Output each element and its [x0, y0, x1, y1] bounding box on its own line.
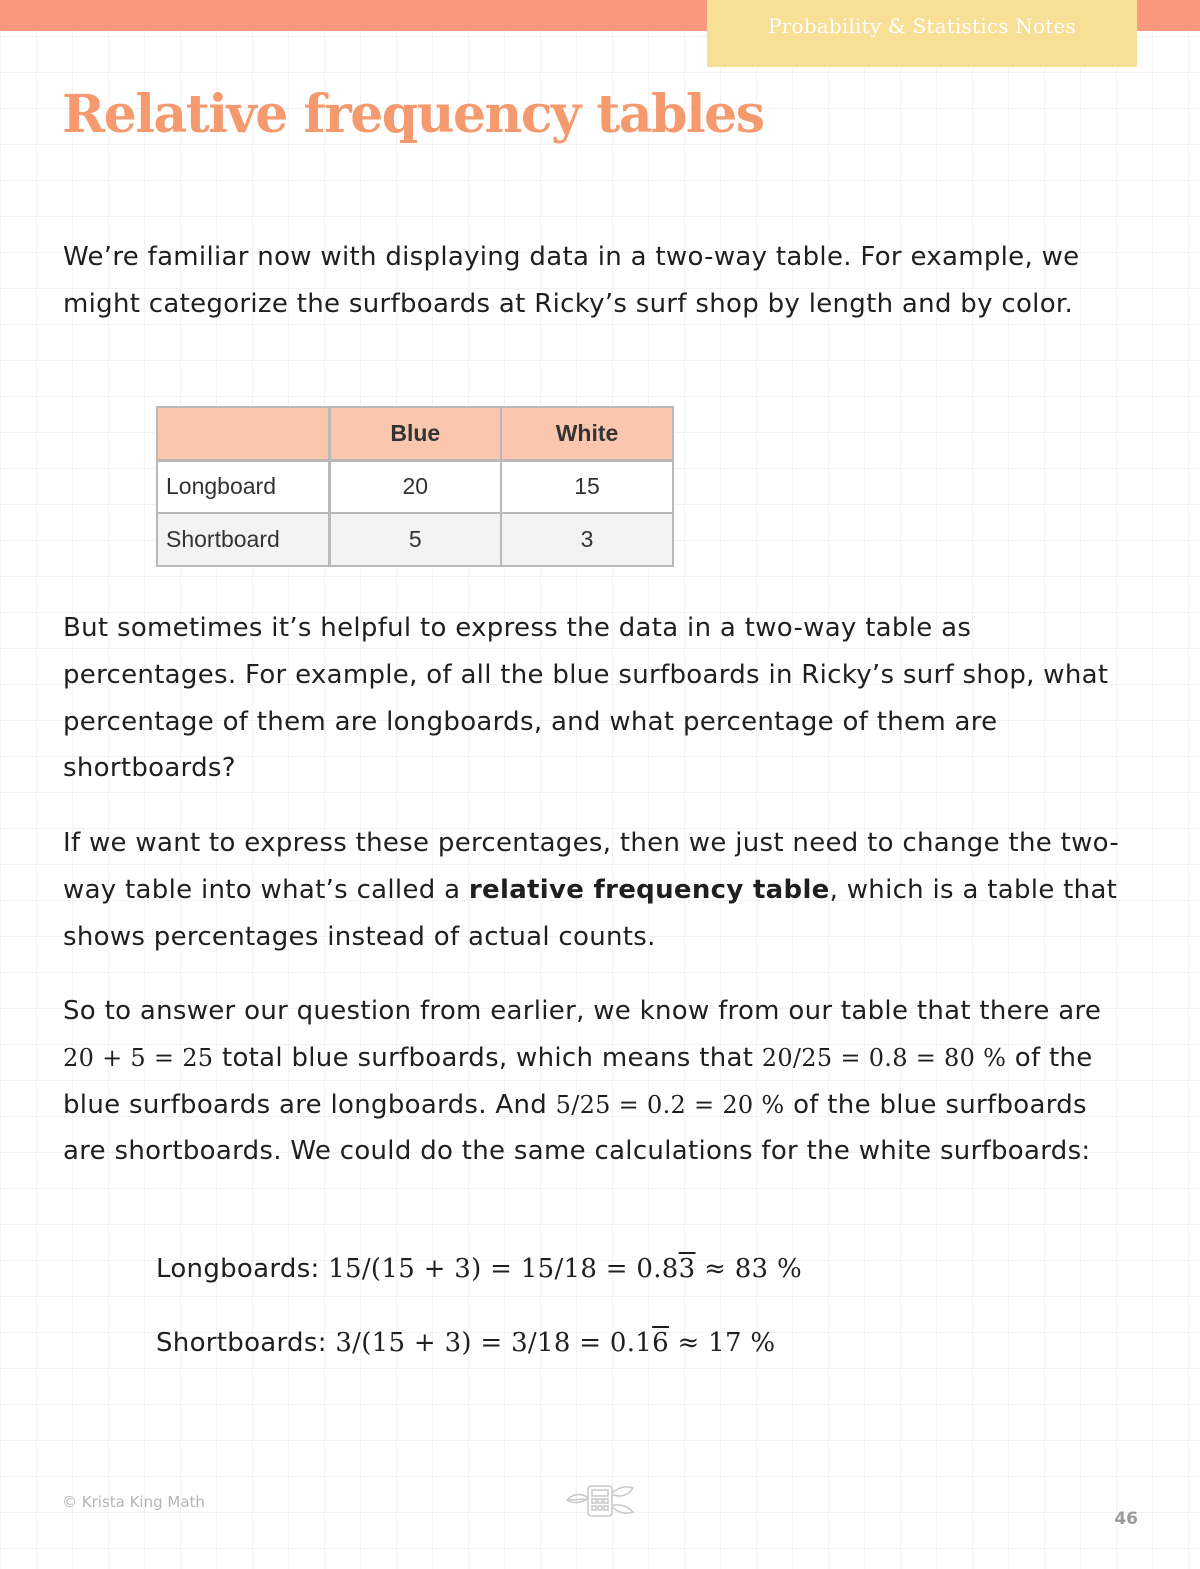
table-cell: 15 — [501, 460, 673, 513]
definition-paragraph — [63, 820, 1138, 960]
math-expression: 20/25 = 0.8 = 80 % — [761, 1043, 1007, 1072]
math-expression: 20 + 5 = 25 — [63, 1043, 214, 1072]
page-number: 46 — [1114, 1509, 1138, 1529]
intro-paragraph: We’re familiar now with displaying data in a two-way table. For example, we might categorize the surfboards at Ricky’s surf shop by length and by color. — [63, 242, 1080, 319]
math-expression: 5/25 = 0.2 = 20 % — [555, 1090, 785, 1119]
table-row — [157, 513, 673, 566]
answer-text: total blue surfboards, which means that — [213, 1042, 762, 1073]
answer-text: of the blue surfboards are shortboards. We could do the same calculations for the white surfboards: — [63, 1089, 1091, 1167]
table-row-header: Shortboard — [157, 513, 329, 566]
answer-paragraph — [63, 988, 1138, 1175]
copyright: © Krista King Math — [62, 1493, 205, 1511]
definition-text: , which is a table that shows percentages instead of actual counts. — [63, 874, 1118, 952]
answer-text: So to answer our question from earlier, we know from our table that there are — [63, 996, 1102, 1026]
table-column-header: White — [501, 407, 673, 460]
table-row-header: Longboard — [157, 460, 329, 513]
percentages-paragraph: But sometimes it’s helpful to express the data in a two-way table as percentages. For example, of all the blue surfboards in Ricky’s surf shop, what percentage of them are longboards, and what percentage of them are shortboards? — [63, 613, 1109, 784]
calculator-leaves-icon — [563, 1480, 637, 1520]
two-way-table — [156, 406, 674, 567]
answer-text: of the blue surfboards are longboards. And — [63, 1042, 1093, 1120]
key-term: relative frequency table — [468, 874, 830, 905]
table-row — [157, 460, 673, 513]
math-expression: 3/(15 + 3) = 3/18 = 0.1 — [335, 1328, 653, 1358]
math-expression: ≈ 83 % — [695, 1254, 802, 1284]
repeating-digit: 6 — [652, 1328, 669, 1358]
math-expression: ≈ 17 % — [668, 1328, 776, 1358]
table-cell: 3 — [501, 513, 673, 566]
repeating-digit: 3 — [678, 1254, 696, 1284]
table-cell: 20 — [329, 460, 501, 513]
shortboards-calculation — [156, 1328, 775, 1358]
table-cell: 5 — [329, 513, 501, 566]
table-header-row — [157, 407, 673, 460]
calc-label: Longboards: — [156, 1254, 329, 1284]
table-column-header: Blue — [329, 407, 501, 460]
header-tab-label: Probability & Statistics Notes — [768, 14, 1076, 38]
longboards-calculation — [156, 1254, 802, 1284]
table-corner-cell — [157, 407, 329, 460]
calc-label: Shortboards: — [156, 1328, 336, 1358]
header-tab — [707, 0, 1137, 67]
definition-text: If we want to express these percentages, then we just need to change the two-way table into what’s called a — [63, 828, 1120, 905]
math-expression: 15/(15 + 3) = 15/18 = 0.8 — [328, 1254, 679, 1284]
page-title: Relative frequency tables — [62, 84, 764, 145]
